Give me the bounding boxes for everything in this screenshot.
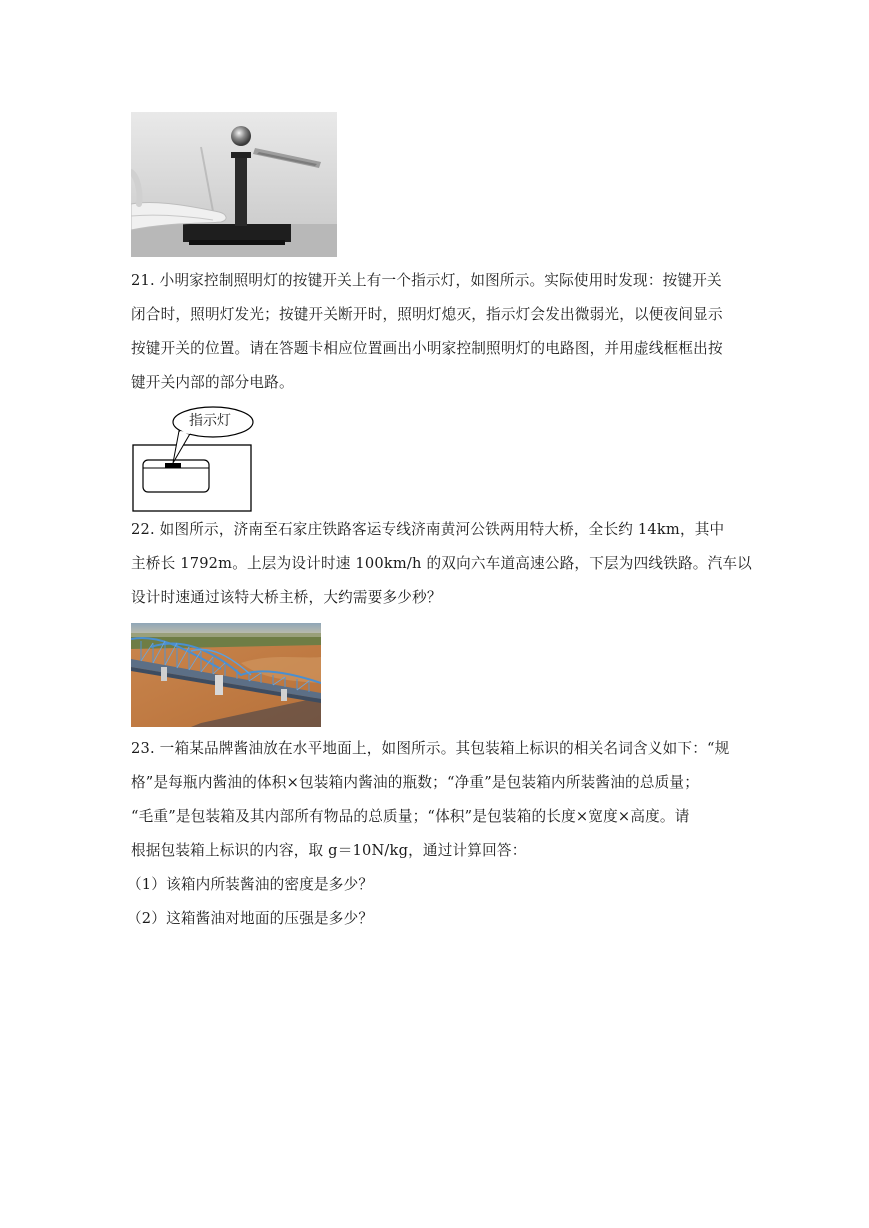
question-21-line: 闭合时，照明灯发光；按键开关断开时，照明灯熄灭，指示灯会发出微弱光，以便夜间显示 [131, 306, 723, 323]
question-23-line: 23. 一箱某品牌酱油放在水平地面上，如图所示。其包装箱上标识的相关名词含义如下：“规 [131, 740, 730, 757]
question-21-line: 21. 小明家控制照明灯的按键开关上有一个指示灯，如图所示。实际使用时发现：按键开关 [131, 272, 722, 289]
switch-diagram [131, 405, 257, 513]
question-23 [127, 732, 741, 936]
indicator-label: 指示灯 [189, 413, 231, 429]
question-22 [131, 513, 752, 615]
bridge-image [131, 623, 321, 727]
question-23-subquestion: （2）这箱酱油对地面的压强是多少？ [127, 910, 374, 927]
question-22-line: 22. 如图所示，济南至石家庄铁路客运专线济南黄河公铁两用特大桥，全长约 14km，其中 [131, 521, 725, 538]
question-23-line: 根据包装箱上标识的内容，取 g＝10N/kg，通过计算回答： [131, 842, 527, 859]
ball-apparatus-photo [131, 112, 337, 257]
bridge-photo [131, 623, 321, 727]
question-21 [131, 264, 741, 400]
question-23-subquestion: （1）该箱内所装酱油的密度是多少？ [127, 876, 374, 893]
question-21-line: 按键开关的位置。请在答题卡相应位置画出小明家控制照明灯的电路图，并用虚线框框出按 [131, 340, 723, 357]
question-22-line: 主桥长 1792m。上层为设计时速 100km/h 的双向六车道高速公路，下层为四线铁路。汽车以 [131, 555, 752, 572]
question-22-line: 设计时速通过该特大桥主桥，大约需要多少秒？ [131, 589, 442, 606]
ball-apparatus-image [131, 112, 337, 257]
question-21-line: 键开关内部的部分电路。 [131, 374, 294, 391]
question-23-line: “毛重”是包装箱及其内部所有物品的总质量；“体积”是包装箱的长度×宽度×高度。请 [131, 808, 690, 825]
question-23-line: 格”是每瓶内酱油的体积×包装箱内酱油的瓶数；“净重”是包装箱内所装酱油的总质量； [131, 774, 699, 791]
